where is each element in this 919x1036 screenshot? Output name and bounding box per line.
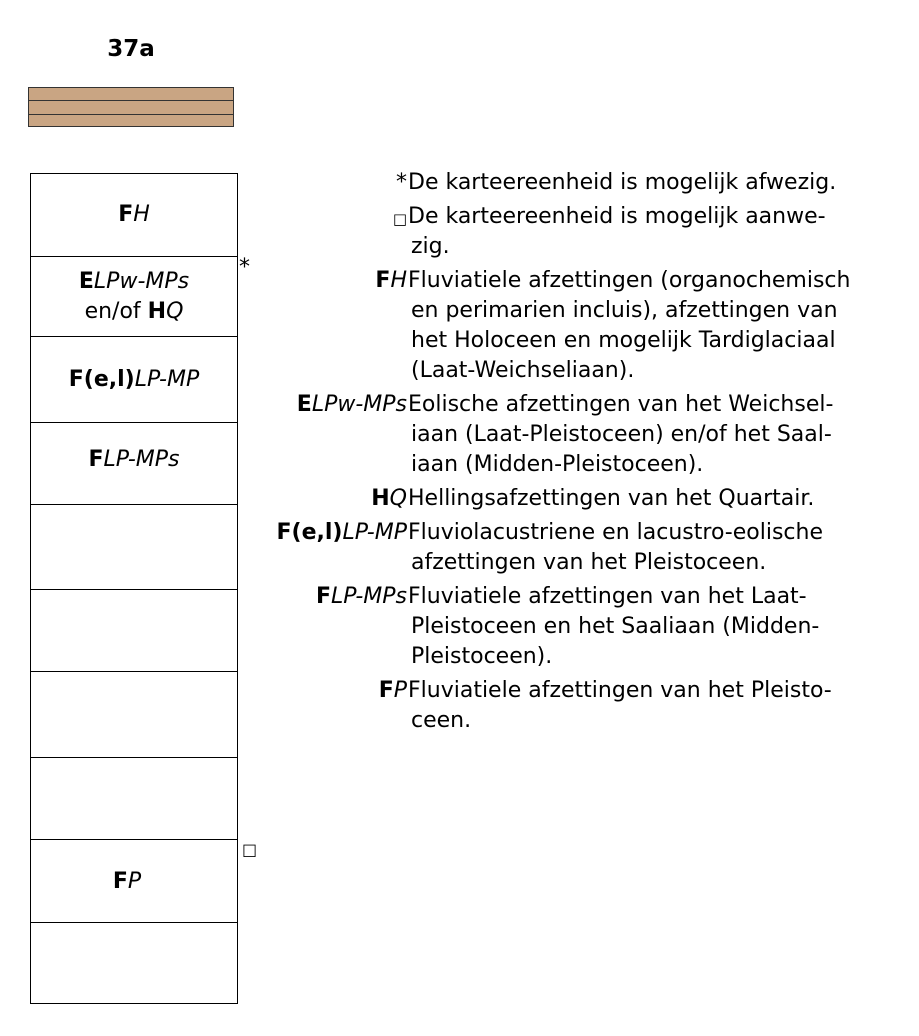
- legend-code: [379, 676, 407, 706]
- column-cell: [31, 504, 237, 590]
- column-cell: [31, 839, 237, 923]
- legend-text-line: De karteereenheid is mogelijk afwezig.: [408, 170, 837, 195]
- cover-layer-line: [29, 114, 233, 115]
- legend-code: [375, 266, 407, 296]
- legend-code-italic: LP-MP: [342, 520, 407, 545]
- cell-code-bold: F: [88, 447, 104, 472]
- legend-entry: [240, 676, 915, 736]
- cover-layer-line: [29, 100, 233, 101]
- column-cell: [31, 256, 237, 337]
- legend-code-bold: F: [316, 584, 332, 609]
- legend-text-line: Fluviatiele afzettingen (organochemisch: [408, 268, 851, 293]
- legend-code-italic: P: [393, 678, 407, 703]
- legend-text-line: het Holoceen en mogelijk Tardiglaciaal: [411, 328, 836, 353]
- legend-text-line: iaan (Laat-Pleistoceen) en/of het Saal-: [411, 422, 832, 447]
- legend-text-line: Pleistoceen).: [411, 644, 553, 669]
- legend-code-italic: H: [390, 268, 407, 293]
- column-cell: [31, 922, 237, 1005]
- cell-connector: en/of: [84, 299, 148, 324]
- legend: [240, 168, 915, 740]
- legend-code-bold: F: [375, 268, 391, 293]
- legend-text-line: (Laat-Weichseliaan).: [411, 358, 635, 383]
- cell-code-italic: LP-MP: [134, 367, 200, 392]
- legend-code: [297, 390, 407, 420]
- legend-text-line: iaan (Midden-Pleistoceen).: [411, 452, 704, 477]
- cell-code-bold: F: [118, 202, 134, 227]
- legend-code: [371, 484, 407, 514]
- legend-code-bold: F(e,l): [276, 520, 343, 545]
- legend-entry: [240, 390, 915, 480]
- legend-entry: [240, 484, 915, 514]
- legend-entry: [240, 168, 915, 198]
- cell-code-italic: P: [127, 868, 142, 894]
- legend-text-line: Fluviatiele afzettingen van het Laat-: [408, 584, 807, 609]
- legend-code-italic: LPw-MPs: [311, 392, 407, 417]
- column-title: 37a: [107, 36, 155, 62]
- legend-text-line: Eolische afzettingen van het Weichsel-: [408, 392, 834, 417]
- column-cell: [31, 589, 237, 672]
- legend-text-line: Fluviolacustriene en lacustro-eolische: [408, 520, 824, 545]
- legend-text-line: zig.: [411, 234, 450, 259]
- cover-layer: [28, 87, 234, 127]
- legend-entry: [240, 266, 915, 386]
- legend-code: [393, 204, 407, 234]
- column-cell: [31, 336, 237, 423]
- legend-text-line: Fluviatiele afzettingen van het Pleisto-: [408, 678, 832, 703]
- cell-code-italic: H: [133, 202, 150, 227]
- column-cell: [31, 422, 237, 505]
- legend-text-line: en perimarien incluis), afzettingen van: [411, 298, 838, 323]
- legend-symbol: □: [392, 210, 407, 228]
- cell-code-italic: LP-MPs: [103, 447, 180, 472]
- legend-code-bold: F: [378, 678, 394, 703]
- legend-code-bold: E: [296, 392, 312, 417]
- legend-text-line: Hellingsafzettingen van het Quartair.: [408, 486, 815, 511]
- legend-code: [277, 518, 407, 548]
- lithology-column: [30, 173, 238, 1004]
- possibly-present-marker: □: [242, 840, 258, 859]
- legend-code-italic: LP-MPs: [331, 584, 407, 609]
- cell-code-bold: H: [147, 299, 167, 324]
- legend-text-line: afzettingen van het Pleistoceen.: [411, 550, 767, 575]
- legend-text-line: Pleistoceen en het Saaliaan (Midden-: [411, 614, 820, 639]
- legend-code-bold: H: [371, 486, 390, 511]
- legend-text-line: ceen.: [411, 708, 472, 733]
- cell-code-italic: Q: [166, 299, 184, 324]
- legend-code: [316, 582, 407, 612]
- column-cell: [31, 671, 237, 758]
- column-cell: [31, 174, 237, 256]
- legend-entry: [240, 518, 915, 578]
- cell-code-italic: LPw-MPs: [93, 269, 190, 294]
- column-cell: [31, 757, 237, 840]
- legend-code-italic: Q: [389, 486, 407, 511]
- cell-code-bold: E: [78, 269, 94, 294]
- cell-code-bold: F(e,l): [68, 367, 135, 392]
- legend-text-line: De karteereenheid is mogelijk aanwe-: [408, 204, 826, 229]
- cell-code-bold: F: [112, 868, 128, 894]
- legend-entry: [240, 582, 915, 672]
- possibly-absent-marker: *: [239, 255, 250, 280]
- legend-entry: [240, 202, 915, 262]
- legend-symbol: *: [396, 170, 407, 195]
- legend-code: [396, 168, 407, 198]
